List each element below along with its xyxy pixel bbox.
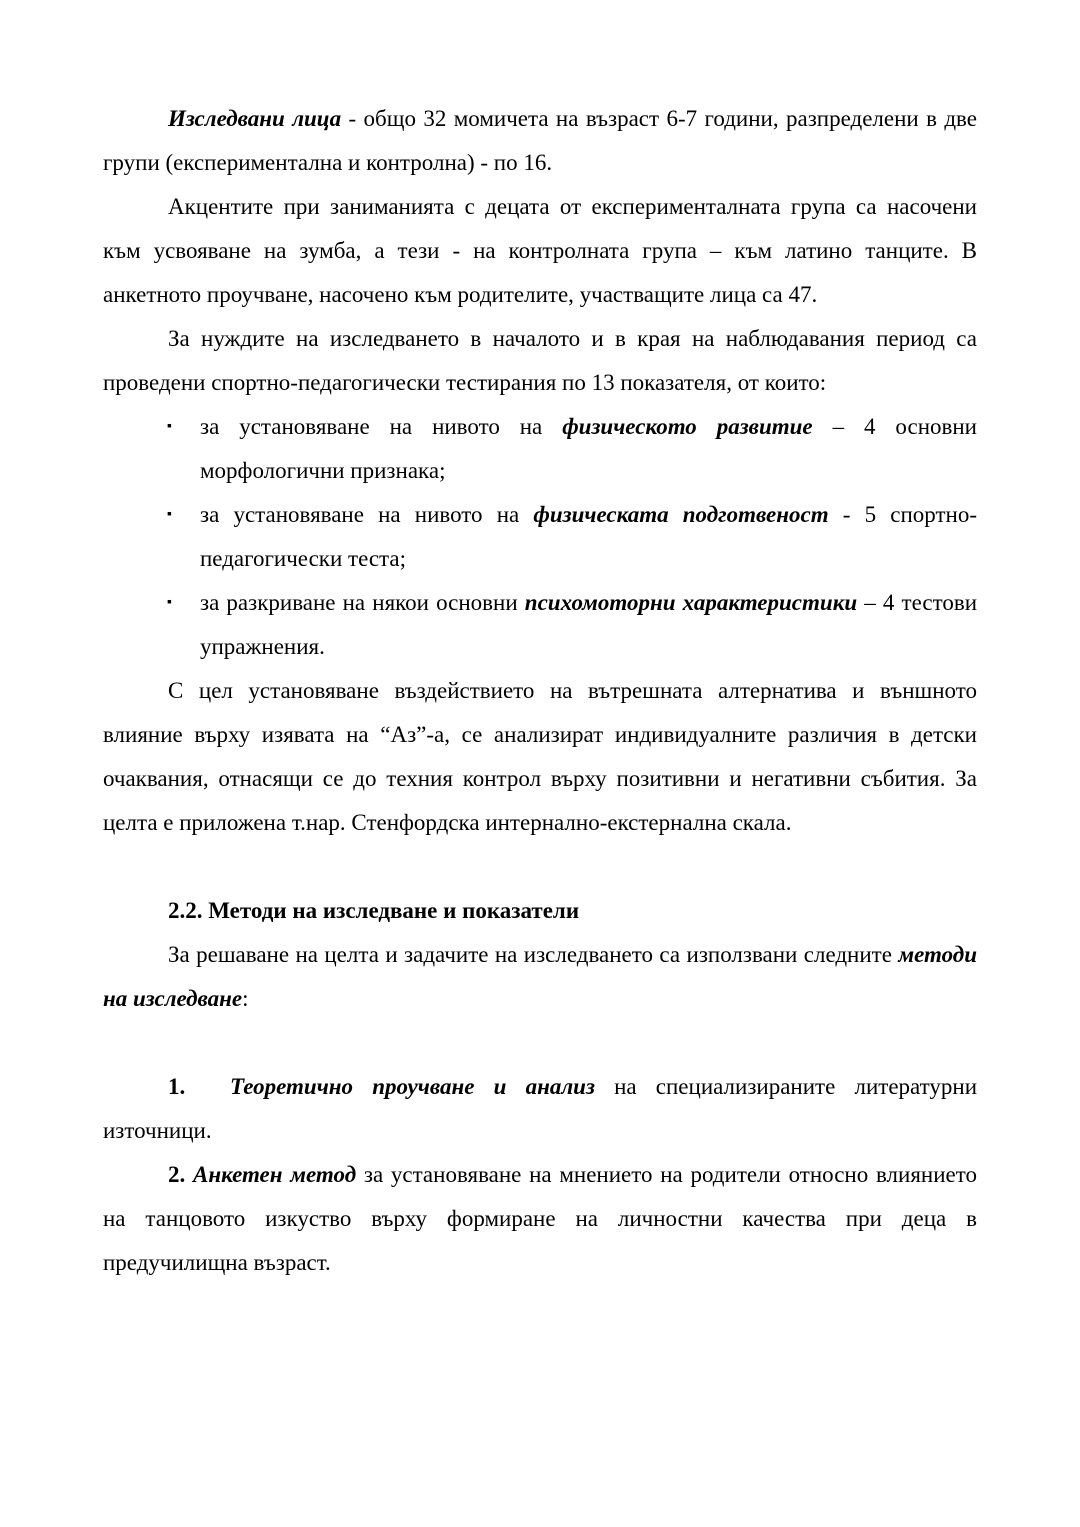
blank-line — [103, 1021, 977, 1065]
section-heading: 2.2. Методи на изследване и показатели — [168, 898, 580, 923]
list-item — [200, 493, 977, 581]
list-item-text: - 5 спортно-педагогически теста; — [200, 502, 977, 571]
paragraph-accents: Акцентите при заниманията с децата от експерименталната група са насочени към усвояване на зумба, а тези - на контролната група – към латино танците. В анкетното проучване, насочено към родителите, участващите лица са 47. — [103, 194, 977, 307]
list-item-text: за установяване на нивото на — [200, 502, 534, 527]
list-item — [200, 405, 977, 493]
paragraph-subjects — [103, 97, 977, 185]
list-item-text: за разкриване на някои основни — [200, 590, 525, 615]
list-item — [200, 581, 977, 669]
paragraph-methods-intro — [103, 933, 977, 1021]
document-body — [103, 97, 977, 1285]
list-item-emphasis: физическата подготвеност — [533, 502, 829, 527]
methods-intro-emphasis: методи на изследване — [103, 942, 977, 1011]
list-item-text: за установяване на нивото на — [200, 414, 563, 439]
list-item-emphasis: психомоторни характеристики — [524, 590, 858, 615]
methods-intro-text: За решаване на целта и задачите на изследването са използвани следните — [168, 942, 899, 967]
list-item-text: – 4 основни морфологични признака; — [200, 414, 977, 483]
method-item-2 — [103, 1153, 977, 1285]
method-name: Анкетен метод — [192, 1162, 357, 1187]
indicator-list — [103, 405, 977, 669]
list-item-text: – 4 тестови упражнения. — [200, 590, 977, 659]
paragraph-stanford-scale: С цел установяване въздействието на вътрешната алтернатива и външното влияние върху изявата на “Аз”-а, се анализират индивидуалните различия в детски очаквания, отнасящи се до техния контрол върху позитивни и негативни събития. За целта е приложена т.нар. Стенфордска интернално-екстернална скала. — [103, 678, 977, 835]
method-name: Теоретично проучване и анализ — [230, 1074, 595, 1099]
subjects-lead: Изследвани лица — [168, 106, 342, 131]
subjects-text: - общо 32 момичета на възраст 6-7 години, разпределени в две групи (експериментална и контролна) - по 16. — [103, 106, 977, 175]
method-item-1 — [103, 1065, 977, 1153]
method-description: на специализираните литературни източници. — [103, 1074, 978, 1143]
list-item-emphasis: физическото развитие — [562, 414, 813, 439]
method-number: 2. — [168, 1162, 186, 1187]
method-description: за установяване на мнението на родители относно влиянието на танцовото изкуство върху формиране на личностни качества при деца в предучилищна възраст. — [103, 1162, 977, 1275]
paragraph-testing: За нуждите на изследването в началото и в края на наблюдавания период са проведени спортно-педагогически тестирания по 13 показателя, от които: — [103, 326, 977, 395]
method-number: 1. — [168, 1074, 186, 1099]
methods-intro-colon: : — [242, 986, 249, 1011]
